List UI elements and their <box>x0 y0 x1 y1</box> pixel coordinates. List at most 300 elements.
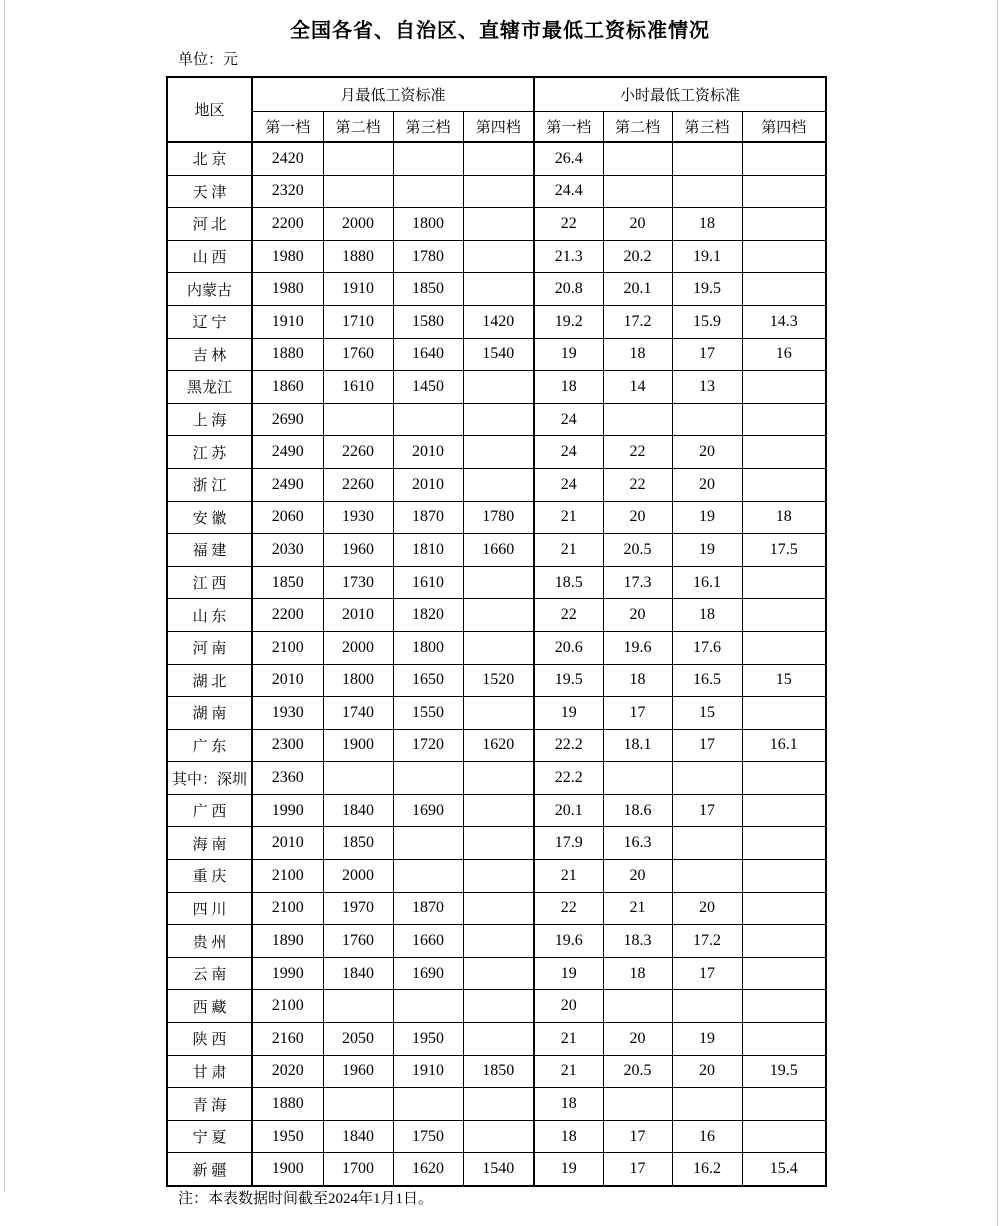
monthly-tier-1-cell: 1990 <box>252 794 323 827</box>
hourly-tier-1-cell: 19 <box>534 957 603 990</box>
hourly-tier-3-cell <box>672 762 742 795</box>
monthly-tier-3-cell: 1720 <box>393 729 463 762</box>
monthly-tier-1-cell: 2200 <box>252 208 323 241</box>
hourly-tier-4-cell <box>742 762 826 795</box>
table-row <box>167 273 826 306</box>
monthly-tier-1-cell: 1880 <box>252 338 323 371</box>
hourly-tier-3-cell: 20 <box>672 468 742 501</box>
minimum-wage-table <box>166 76 827 1187</box>
hourly-tier-2-cell: 16.3 <box>603 827 672 860</box>
region-cell: 贵 州 <box>167 925 252 958</box>
monthly-tier-3-cell: 1780 <box>393 240 463 273</box>
hourly-tier-3-cell: 18 <box>672 208 742 241</box>
table-row <box>167 1088 826 1121</box>
table-row <box>167 142 826 175</box>
hourly-tier-4-cell <box>742 436 826 469</box>
table-row <box>167 175 826 208</box>
region-cell: 福 建 <box>167 534 252 567</box>
monthly-tier-2-cell: 2000 <box>323 631 393 664</box>
hourly-tier-2-cell <box>603 175 672 208</box>
monthly-tier-4-cell <box>463 142 534 175</box>
monthly-tier-3-cell: 1550 <box>393 697 463 730</box>
monthly-tier-2-cell: 2010 <box>323 599 393 632</box>
region-cell: 广 东 <box>167 729 252 762</box>
hourly-tier-4-cell <box>742 990 826 1023</box>
hourly-tier-3-cell: 20 <box>672 1055 742 1088</box>
region-cell: 北 京 <box>167 142 252 175</box>
table-row <box>167 631 826 664</box>
hourly-tier-1-cell: 21 <box>534 501 603 534</box>
monthly-tier-3-cell <box>393 175 463 208</box>
monthly-tier-1-cell: 2100 <box>252 860 323 893</box>
hourly-tier-1-cell: 19.2 <box>534 305 603 338</box>
hourly-tier-4-cell <box>742 892 826 925</box>
hourly-tier-1-cell: 18 <box>534 1088 603 1121</box>
header-hourly-tier-1: 第一档 <box>534 112 603 143</box>
monthly-tier-4-cell <box>463 1023 534 1056</box>
monthly-tier-1-cell: 2100 <box>252 990 323 1023</box>
hourly-tier-2-cell: 17 <box>603 1120 672 1153</box>
header-hourly-tier-3: 第三档 <box>672 112 742 143</box>
region-cell: 青 海 <box>167 1088 252 1121</box>
region-cell: 黑龙江 <box>167 371 252 404</box>
monthly-tier-3-cell: 1820 <box>393 599 463 632</box>
monthly-tier-3-cell: 1690 <box>393 957 463 990</box>
region-cell: 上 海 <box>167 403 252 436</box>
hourly-tier-3-cell: 16.5 <box>672 664 742 697</box>
monthly-tier-2-cell: 1850 <box>323 827 393 860</box>
monthly-tier-1-cell: 1980 <box>252 273 323 306</box>
monthly-tier-3-cell: 1640 <box>393 338 463 371</box>
region-cell: 新 疆 <box>167 1153 252 1186</box>
monthly-tier-1-cell: 1850 <box>252 566 323 599</box>
monthly-tier-4-cell <box>463 697 534 730</box>
page-edge-right <box>997 0 998 1226</box>
monthly-tier-3-cell <box>393 403 463 436</box>
hourly-tier-3-cell: 16.2 <box>672 1153 742 1186</box>
hourly-tier-4-cell <box>742 697 826 730</box>
header-group-row <box>167 77 826 112</box>
monthly-tier-2-cell: 1840 <box>323 957 393 990</box>
table-row <box>167 1055 826 1088</box>
hourly-tier-3-cell: 19.1 <box>672 240 742 273</box>
monthly-tier-1-cell: 2300 <box>252 729 323 762</box>
table-row <box>167 794 826 827</box>
monthly-tier-2-cell: 1740 <box>323 697 393 730</box>
monthly-tier-3-cell: 1650 <box>393 664 463 697</box>
hourly-tier-1-cell: 22 <box>534 599 603 632</box>
hourly-tier-1-cell: 19.6 <box>534 925 603 958</box>
hourly-tier-4-cell: 16 <box>742 338 826 371</box>
monthly-tier-3-cell: 1950 <box>393 1023 463 1056</box>
unit-label: 单位：元 <box>178 51 239 68</box>
monthly-tier-4-cell <box>463 860 534 893</box>
monthly-tier-1-cell: 2200 <box>252 599 323 632</box>
monthly-tier-2-cell: 1710 <box>323 305 393 338</box>
monthly-tier-1-cell: 1930 <box>252 697 323 730</box>
hourly-tier-1-cell: 21 <box>534 860 603 893</box>
table-row <box>167 990 826 1023</box>
hourly-tier-3-cell: 17 <box>672 794 742 827</box>
monthly-tier-1-cell: 2010 <box>252 664 323 697</box>
monthly-tier-3-cell: 1610 <box>393 566 463 599</box>
region-cell: 广 西 <box>167 794 252 827</box>
table-row <box>167 1120 826 1153</box>
monthly-tier-4-cell <box>463 599 534 632</box>
hourly-tier-1-cell: 22 <box>534 892 603 925</box>
monthly-tier-2-cell: 1610 <box>323 371 393 404</box>
hourly-tier-4-cell <box>742 1023 826 1056</box>
hourly-tier-4-cell: 15 <box>742 664 826 697</box>
region-cell: 内蒙古 <box>167 273 252 306</box>
hourly-tier-2-cell <box>603 142 672 175</box>
header-monthly-tier-3: 第三档 <box>393 112 463 143</box>
monthly-tier-1-cell: 2360 <box>252 762 323 795</box>
hourly-tier-1-cell: 22 <box>534 208 603 241</box>
hourly-tier-4-cell: 17.5 <box>742 534 826 567</box>
monthly-tier-2-cell: 1800 <box>323 664 393 697</box>
monthly-tier-4-cell <box>463 403 534 436</box>
table-row <box>167 827 826 860</box>
monthly-tier-4-cell <box>463 892 534 925</box>
monthly-tier-3-cell <box>393 762 463 795</box>
region-cell: 湖 南 <box>167 697 252 730</box>
hourly-tier-3-cell: 17 <box>672 338 742 371</box>
monthly-tier-3-cell: 2010 <box>393 436 463 469</box>
hourly-tier-2-cell: 20.1 <box>603 273 672 306</box>
table-row <box>167 501 826 534</box>
monthly-tier-2-cell: 1760 <box>323 925 393 958</box>
header-monthly-tier-1: 第一档 <box>252 112 323 143</box>
region-cell: 江 西 <box>167 566 252 599</box>
monthly-tier-2-cell: 1960 <box>323 1055 393 1088</box>
monthly-tier-1-cell: 1880 <box>252 1088 323 1121</box>
hourly-tier-2-cell: 17.2 <box>603 305 672 338</box>
hourly-tier-4-cell <box>742 957 826 990</box>
monthly-tier-3-cell: 1660 <box>393 925 463 958</box>
header-monthly-tier-2: 第二档 <box>323 112 393 143</box>
hourly-tier-3-cell: 20 <box>672 892 742 925</box>
monthly-tier-4-cell <box>463 175 534 208</box>
monthly-tier-1-cell: 2030 <box>252 534 323 567</box>
monthly-tier-4-cell <box>463 762 534 795</box>
header-hourly-group: 小时最低工资标准 <box>534 77 826 112</box>
hourly-tier-4-cell <box>742 631 826 664</box>
hourly-tier-1-cell: 20.8 <box>534 273 603 306</box>
monthly-tier-4-cell <box>463 925 534 958</box>
region-cell: 其中：深圳 <box>167 762 252 795</box>
monthly-tier-4-cell: 1620 <box>463 729 534 762</box>
table-row <box>167 468 826 501</box>
monthly-tier-2-cell: 1840 <box>323 1120 393 1153</box>
monthly-tier-2-cell <box>323 1088 393 1121</box>
monthly-tier-3-cell <box>393 990 463 1023</box>
hourly-tier-4-cell <box>742 925 826 958</box>
hourly-tier-4-cell: 16.1 <box>742 729 826 762</box>
hourly-tier-2-cell <box>603 1088 672 1121</box>
header-hourly-tier-2: 第二档 <box>603 112 672 143</box>
hourly-tier-1-cell: 20.6 <box>534 631 603 664</box>
monthly-tier-1-cell: 1910 <box>252 305 323 338</box>
hourly-tier-2-cell: 20 <box>603 860 672 893</box>
hourly-tier-3-cell: 16.1 <box>672 566 742 599</box>
monthly-tier-3-cell <box>393 1088 463 1121</box>
table-row <box>167 762 826 795</box>
hourly-tier-3-cell: 13 <box>672 371 742 404</box>
monthly-tier-4-cell <box>463 436 534 469</box>
monthly-tier-2-cell <box>323 990 393 1023</box>
hourly-tier-1-cell: 19 <box>534 697 603 730</box>
hourly-tier-1-cell: 18 <box>534 1120 603 1153</box>
hourly-tier-2-cell <box>603 403 672 436</box>
region-cell: 天 津 <box>167 175 252 208</box>
hourly-tier-2-cell: 20 <box>603 599 672 632</box>
table-row <box>167 957 826 990</box>
hourly-tier-2-cell: 18.6 <box>603 794 672 827</box>
monthly-tier-1-cell: 2010 <box>252 827 323 860</box>
hourly-tier-3-cell <box>672 860 742 893</box>
monthly-tier-2-cell: 2000 <box>323 208 393 241</box>
hourly-tier-2-cell: 22 <box>603 436 672 469</box>
hourly-tier-3-cell: 17 <box>672 957 742 990</box>
hourly-tier-3-cell <box>672 1088 742 1121</box>
hourly-tier-1-cell: 20 <box>534 990 603 1023</box>
monthly-tier-1-cell: 2490 <box>252 436 323 469</box>
hourly-tier-2-cell: 20.2 <box>603 240 672 273</box>
hourly-tier-1-cell: 24 <box>534 403 603 436</box>
region-cell: 云 南 <box>167 957 252 990</box>
monthly-tier-4-cell <box>463 240 534 273</box>
monthly-tier-4-cell <box>463 794 534 827</box>
monthly-tier-4-cell <box>463 371 534 404</box>
page-title: 全国各省、自治区、直辖市最低工资标准情况 <box>290 20 710 42</box>
table-row <box>167 1023 826 1056</box>
hourly-tier-4-cell: 19.5 <box>742 1055 826 1088</box>
monthly-tier-1-cell: 2020 <box>252 1055 323 1088</box>
hourly-tier-2-cell: 20 <box>603 208 672 241</box>
monthly-tier-4-cell: 1780 <box>463 501 534 534</box>
region-cell: 浙 江 <box>167 468 252 501</box>
monthly-tier-2-cell <box>323 142 393 175</box>
hourly-tier-2-cell: 19.6 <box>603 631 672 664</box>
region-cell: 江 苏 <box>167 436 252 469</box>
region-cell: 陕 西 <box>167 1023 252 1056</box>
monthly-tier-4-cell: 1660 <box>463 534 534 567</box>
region-cell: 河 南 <box>167 631 252 664</box>
monthly-tier-4-cell <box>463 468 534 501</box>
hourly-tier-4-cell: 14.3 <box>742 305 826 338</box>
hourly-tier-3-cell <box>672 403 742 436</box>
monthly-tier-1-cell: 2060 <box>252 501 323 534</box>
region-cell: 河 北 <box>167 208 252 241</box>
hourly-tier-2-cell: 22 <box>603 468 672 501</box>
monthly-tier-3-cell: 2010 <box>393 468 463 501</box>
monthly-tier-2-cell <box>323 175 393 208</box>
monthly-tier-2-cell: 1970 <box>323 892 393 925</box>
hourly-tier-2-cell: 18 <box>603 664 672 697</box>
hourly-tier-3-cell: 17.2 <box>672 925 742 958</box>
hourly-tier-4-cell <box>742 794 826 827</box>
monthly-tier-1-cell: 1860 <box>252 371 323 404</box>
monthly-tier-1-cell: 2100 <box>252 631 323 664</box>
hourly-tier-2-cell: 21 <box>603 892 672 925</box>
hourly-tier-1-cell: 24 <box>534 436 603 469</box>
monthly-tier-4-cell <box>463 990 534 1023</box>
hourly-tier-2-cell: 20.5 <box>603 534 672 567</box>
region-cell: 安 徽 <box>167 501 252 534</box>
hourly-tier-3-cell: 19.5 <box>672 273 742 306</box>
hourly-tier-2-cell: 20 <box>603 1023 672 1056</box>
monthly-tier-4-cell: 1850 <box>463 1055 534 1088</box>
hourly-tier-2-cell: 14 <box>603 371 672 404</box>
hourly-tier-4-cell: 15.4 <box>742 1153 826 1186</box>
monthly-tier-3-cell: 1690 <box>393 794 463 827</box>
hourly-tier-3-cell: 16 <box>672 1120 742 1153</box>
monthly-tier-1-cell: 1980 <box>252 240 323 273</box>
monthly-tier-1-cell: 2100 <box>252 892 323 925</box>
hourly-tier-3-cell: 19 <box>672 501 742 534</box>
monthly-tier-4-cell <box>463 273 534 306</box>
table-row <box>167 436 826 469</box>
monthly-tier-1-cell: 1990 <box>252 957 323 990</box>
hourly-tier-3-cell <box>672 142 742 175</box>
table-row <box>167 338 826 371</box>
monthly-tier-3-cell: 1800 <box>393 208 463 241</box>
hourly-tier-1-cell: 19.5 <box>534 664 603 697</box>
monthly-tier-3-cell: 1810 <box>393 534 463 567</box>
hourly-tier-2-cell: 17 <box>603 1153 672 1186</box>
hourly-tier-1-cell: 21 <box>534 1055 603 1088</box>
hourly-tier-1-cell: 20.1 <box>534 794 603 827</box>
table-row <box>167 729 826 762</box>
table-row <box>167 697 826 730</box>
hourly-tier-1-cell: 21.3 <box>534 240 603 273</box>
table-body <box>167 142 826 1186</box>
hourly-tier-1-cell: 26.4 <box>534 142 603 175</box>
region-cell: 山 东 <box>167 599 252 632</box>
monthly-tier-3-cell: 1620 <box>393 1153 463 1186</box>
region-cell: 西 藏 <box>167 990 252 1023</box>
hourly-tier-1-cell: 24 <box>534 468 603 501</box>
region-cell: 甘 肃 <box>167 1055 252 1088</box>
monthly-tier-1-cell: 2690 <box>252 403 323 436</box>
table-row <box>167 566 826 599</box>
monthly-tier-2-cell: 2050 <box>323 1023 393 1056</box>
hourly-tier-2-cell <box>603 762 672 795</box>
hourly-tier-3-cell: 20 <box>672 436 742 469</box>
monthly-tier-4-cell: 1540 <box>463 338 534 371</box>
hourly-tier-3-cell: 19 <box>672 534 742 567</box>
monthly-tier-1-cell: 2320 <box>252 175 323 208</box>
table-row <box>167 860 826 893</box>
hourly-tier-4-cell <box>742 860 826 893</box>
region-cell: 吉 林 <box>167 338 252 371</box>
monthly-tier-3-cell: 1870 <box>393 501 463 534</box>
hourly-tier-4-cell <box>742 403 826 436</box>
hourly-tier-4-cell <box>742 371 826 404</box>
footnote: 注：本表数据时间截至2024年1月1日。 <box>178 1191 434 1207</box>
table-row <box>167 371 826 404</box>
hourly-tier-2-cell: 17 <box>603 697 672 730</box>
table-row <box>167 664 826 697</box>
hourly-tier-3-cell: 17 <box>672 729 742 762</box>
monthly-tier-2-cell <box>323 762 393 795</box>
monthly-tier-4-cell: 1540 <box>463 1153 534 1186</box>
region-cell: 海 南 <box>167 827 252 860</box>
page-edge-left <box>4 0 5 1192</box>
hourly-tier-3-cell: 17.6 <box>672 631 742 664</box>
monthly-tier-2-cell: 2260 <box>323 436 393 469</box>
monthly-tier-4-cell <box>463 957 534 990</box>
hourly-tier-1-cell: 21 <box>534 534 603 567</box>
monthly-tier-3-cell: 1750 <box>393 1120 463 1153</box>
table-row <box>167 892 826 925</box>
header-hourly-tier-4: 第四档 <box>742 112 826 143</box>
region-cell: 辽 宁 <box>167 305 252 338</box>
region-cell: 宁 夏 <box>167 1120 252 1153</box>
hourly-tier-3-cell <box>672 175 742 208</box>
monthly-tier-2-cell: 1700 <box>323 1153 393 1186</box>
hourly-tier-1-cell: 19 <box>534 1153 603 1186</box>
monthly-tier-4-cell: 1420 <box>463 305 534 338</box>
hourly-tier-4-cell <box>742 599 826 632</box>
monthly-tier-2-cell: 1880 <box>323 240 393 273</box>
monthly-tier-4-cell: 1520 <box>463 664 534 697</box>
table-row <box>167 208 826 241</box>
hourly-tier-1-cell: 24.4 <box>534 175 603 208</box>
monthly-tier-3-cell <box>393 142 463 175</box>
monthly-tier-3-cell <box>393 860 463 893</box>
hourly-tier-4-cell <box>742 273 826 306</box>
hourly-tier-1-cell: 19 <box>534 338 603 371</box>
header-tier-row <box>167 112 826 143</box>
monthly-tier-3-cell: 1850 <box>393 273 463 306</box>
monthly-tier-2-cell: 1760 <box>323 338 393 371</box>
hourly-tier-4-cell <box>742 175 826 208</box>
table-row <box>167 925 826 958</box>
monthly-tier-3-cell: 1910 <box>393 1055 463 1088</box>
monthly-tier-4-cell <box>463 631 534 664</box>
region-cell: 山 西 <box>167 240 252 273</box>
monthly-tier-3-cell: 1580 <box>393 305 463 338</box>
table-row <box>167 240 826 273</box>
hourly-tier-2-cell: 17.3 <box>603 566 672 599</box>
monthly-tier-1-cell: 2490 <box>252 468 323 501</box>
monthly-tier-1-cell: 1890 <box>252 925 323 958</box>
hourly-tier-4-cell <box>742 468 826 501</box>
hourly-tier-2-cell: 18 <box>603 338 672 371</box>
table-row <box>167 403 826 436</box>
monthly-tier-1-cell: 1900 <box>252 1153 323 1186</box>
hourly-tier-3-cell <box>672 827 742 860</box>
hourly-tier-2-cell: 20.5 <box>603 1055 672 1088</box>
hourly-tier-3-cell: 15 <box>672 697 742 730</box>
hourly-tier-1-cell: 22.2 <box>534 729 603 762</box>
monthly-tier-2-cell: 2260 <box>323 468 393 501</box>
hourly-tier-1-cell: 22.2 <box>534 762 603 795</box>
monthly-tier-2-cell: 1930 <box>323 501 393 534</box>
header-monthly-group: 月最低工资标准 <box>252 77 534 112</box>
monthly-tier-2-cell <box>323 403 393 436</box>
hourly-tier-2-cell: 20 <box>603 501 672 534</box>
hourly-tier-4-cell <box>742 240 826 273</box>
monthly-tier-4-cell <box>463 566 534 599</box>
region-cell: 四 川 <box>167 892 252 925</box>
hourly-tier-3-cell: 18 <box>672 599 742 632</box>
hourly-tier-1-cell: 18.5 <box>534 566 603 599</box>
hourly-tier-2-cell: 18 <box>603 957 672 990</box>
header-region: 地区 <box>167 77 252 142</box>
